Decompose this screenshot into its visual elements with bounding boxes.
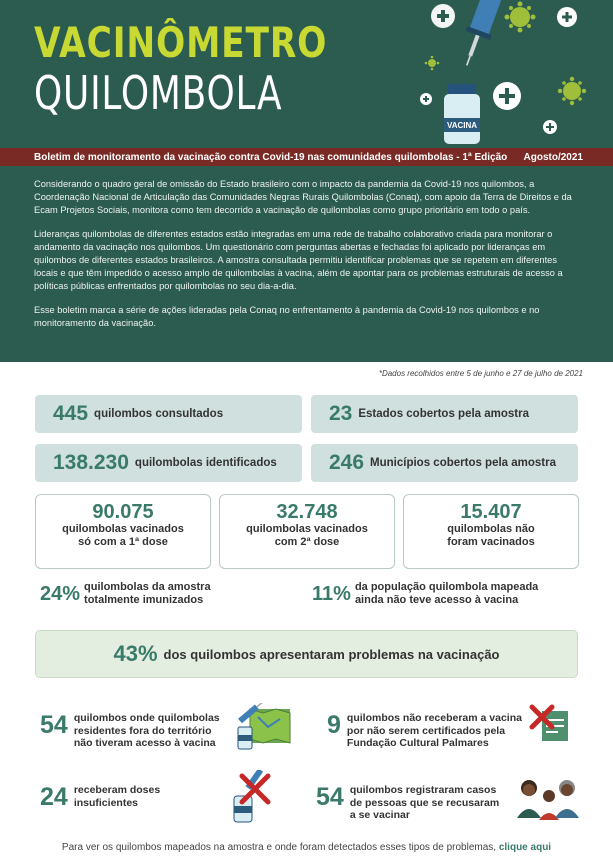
problem-outside-territory <box>40 712 220 750</box>
vial-label: VACINA <box>446 121 478 130</box>
edition-date: Agosto/2021 <box>523 151 583 163</box>
title-line-2: QUILOMBOLA <box>34 66 283 120</box>
footer-link[interactable]: clique aqui <box>498 842 552 853</box>
plus-icon <box>420 93 432 105</box>
vaccinated-label-line1: quilombolas vacinados <box>246 523 368 535</box>
problem-label-line2: por não serem certificados pela <box>346 724 506 737</box>
problem-label-line1: quilombos não receberam a vacina <box>346 712 522 724</box>
problem-label-line3: a se vacinar <box>349 809 410 821</box>
footer <box>0 842 613 853</box>
problem-not-certified <box>327 712 522 750</box>
stat-value: 23 <box>329 402 353 425</box>
plus-icon <box>557 7 577 27</box>
pct-fully-immunized <box>40 581 211 607</box>
intro-paragraph: Considerando o quadro geral de omissão do Estado brasileiro com o impacto da pandemia da Covid-19 nos quilombos, a Coordenação Nacional de Articulação das Comunidades Negras Rurais Quilombolas (Conaq), com apoio da Terra de Direitos e da Ecam Projetos Sociais, monitora como tem decorrido a vacinação de quilombolas como grupo prioritário em todo o país. <box>34 179 572 215</box>
problem-label-line1: quilombos onde quilombolas <box>73 712 220 724</box>
vaccinated-value: 90.075 <box>92 501 154 523</box>
subtitle-bar <box>0 148 613 166</box>
virus-icon <box>505 2 536 33</box>
stat-quilombolas-identificados <box>35 444 302 482</box>
stat-label: Estados cobertos pela amostra <box>358 408 530 420</box>
vaccinated-label-line1: quilombolas não <box>447 523 535 535</box>
pct-label-line1: da população quilombola mapeada <box>354 581 539 593</box>
banner-label: dos quilombos apresentaram problemas na vacinação <box>163 646 500 662</box>
problems-banner <box>35 630 578 678</box>
problem-label-line1: receberam doses <box>73 784 161 796</box>
problem-label-line3: Fundação Cultural Palmares <box>346 737 489 749</box>
plus-icon <box>543 120 557 134</box>
stat-quilombos-consultados <box>35 395 302 433</box>
virus-icon <box>425 56 440 71</box>
problem-refusals <box>316 784 499 822</box>
problem-label-line1: quilombos registraram casos <box>349 784 497 796</box>
pct-label-line2: totalmente imunizados <box>84 594 204 606</box>
pct-no-access <box>312 581 538 607</box>
pct-value: 24% <box>40 582 81 605</box>
problem-label-line3: não tiveram acesso à vacina <box>73 737 216 749</box>
intro-paragraph: Lideranças quilombolas de diferentes estados estão integradas em uma rede de trabalho colaborativo criada para monitorar o andamento da vacinação nos quilombos. Um questionário com perguntas abertas e fechadas foi aplicado por lideranças em quilombos de diferentes estados brasileiros. A amostra consultada permitiu identificar problemas que se repetem em diferentes locais e que têm impedido o acesso amplo de quilombolas à vacina, além de apontar para os problemas estruturais de acesso a políticas públicas enfrentados por quilombolas no seu dia-a-dia. <box>34 229 563 291</box>
vaccinated-value: 15.407 <box>460 501 522 523</box>
plus-icon <box>431 4 455 28</box>
footer-text: Para ver os quilombos mapeados na amostra e onde foram detectados esses tipos de problemas, <box>61 842 497 853</box>
pct-label <box>84 581 211 607</box>
vaccinated-label-line2: só com a 1ª dose <box>78 536 168 548</box>
problem-label-line2: de pessoas que se recusaram <box>349 796 500 809</box>
vaccinated-second-dose-box <box>219 494 395 569</box>
problem-value: 54 <box>316 783 344 811</box>
problem-label-line2: residentes fora do território <box>73 724 212 737</box>
problem-value: 54 <box>40 711 68 739</box>
people-icon <box>515 778 581 820</box>
stat-value: 138.230 <box>53 451 129 474</box>
data-period-note: *Dados recolhidos entre 5 de junho e 27 de julho de 2021 <box>378 369 583 378</box>
intro-paragraph: Esse boletim marca a série de ações lideradas pela Conaq no enfrentamento à pandemia da Covid-19 nos quilombos e no monitoramento da vacinação. <box>34 305 540 328</box>
vaccinated-value: 32.748 <box>276 501 338 523</box>
header <box>0 0 613 148</box>
vaccinated-label-line1: quilombolas vacinados <box>62 523 184 535</box>
title-line-1: VACINÔMETRO <box>34 18 328 67</box>
problem-value: 9 <box>327 711 341 739</box>
plus-icon <box>493 82 521 110</box>
pct-value: 11% <box>312 582 351 605</box>
not-vaccinated-box <box>403 494 579 569</box>
banner-value: 43% <box>113 641 158 666</box>
bulletin-description: Boletim de monitoramento da vacinação contra Covid-19 nas comunidades quilombolas - 1ª Edição <box>34 151 508 163</box>
intro-section <box>0 166 613 362</box>
virus-icon <box>558 77 586 105</box>
vaccinated-label-line2: com 2ª dose <box>274 536 340 548</box>
syringe-map-icon <box>228 703 292 751</box>
problem-insufficient-doses <box>40 784 160 810</box>
stat-estados <box>311 395 578 433</box>
pct-label-line1: quilombolas da amostra <box>84 581 211 593</box>
syringe-cross-icon <box>228 770 274 824</box>
stat-label: quilombos consultados <box>94 408 224 420</box>
certificate-cross-icon <box>528 703 572 745</box>
vaccinated-label-line2: foram vacinados <box>447 536 535 548</box>
stat-label: Municípios cobertos pela amostra <box>370 457 557 469</box>
problem-label-line2: insuficientes <box>73 796 138 809</box>
stat-value: 246 <box>329 451 365 474</box>
pct-label <box>355 581 538 607</box>
stat-value: 445 <box>53 402 89 425</box>
pct-label-line2: ainda não teve acesso à vacina <box>354 594 519 606</box>
problem-value: 24 <box>40 783 68 811</box>
vaccinated-first-dose-box <box>35 494 211 569</box>
stat-label: quilombolas identificados <box>134 457 277 469</box>
stat-municipios <box>311 444 578 482</box>
